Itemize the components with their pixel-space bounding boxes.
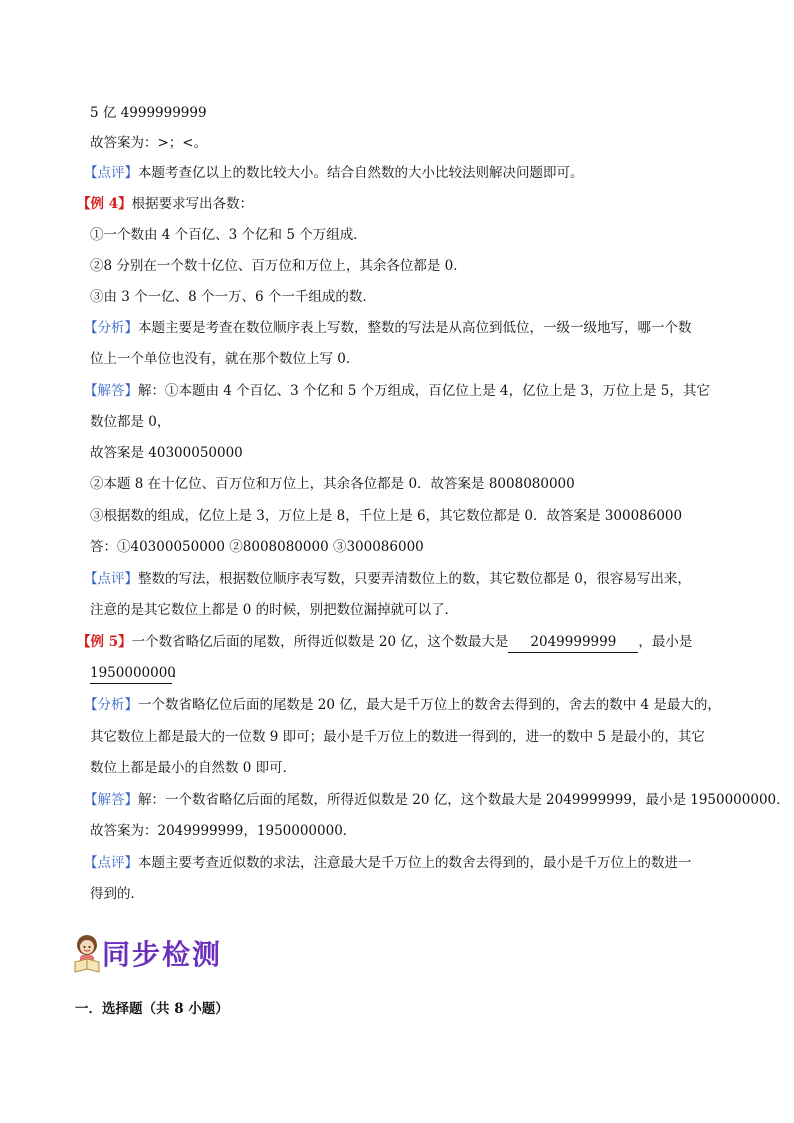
solution-tag: 【解答】 <box>84 383 138 399</box>
analysis-text: 一个数省略亿位后面的尾数是 20 亿，最大是千万位上的数舍去得到的，舍去的数中 4 是最大的， <box>138 697 721 713</box>
comment-text: 本题主要考查近似数的求法，注意最大是千万位上的数舍去得到的，最小是千万位上的数进一 <box>138 855 692 871</box>
comment-line <box>84 163 584 183</box>
comment-line: 注意的是其它数位上都是 0 的时候，别把数位漏掉就可以了． <box>90 602 459 618</box>
comment-tag: 【点评】 <box>84 855 138 871</box>
solution-line: 故答案为：2049999999，1950000000． <box>90 823 357 839</box>
question-item: ①一个数由 4 个百亿、3 个亿和 5 个万组成． <box>90 227 367 243</box>
comment-line <box>84 569 691 589</box>
analysis-line: 位上一个单位也没有，就在那个数位上写 0． <box>90 351 360 367</box>
reading-child-icon <box>72 932 102 974</box>
analysis-line <box>84 318 692 338</box>
answer-line: 答：①40300050000 ②8008080000 ③300086000 <box>90 539 424 555</box>
solution-line <box>84 790 790 810</box>
solution-line: ②本题 8 在十亿位、百万位和万位上，其余各位都是 0．故答案是 8008080000 <box>90 476 575 492</box>
answer-blank: 1950000000 <box>90 663 172 684</box>
comment-line: 得到的． <box>90 886 144 902</box>
text-line: 故答案为：>；<。 <box>90 135 208 151</box>
section-title: 同步检测 <box>102 938 223 971</box>
example-text: 根据要求写出各数： <box>131 196 254 212</box>
comment-line <box>84 853 692 873</box>
solution-tag: 【解答】 <box>84 792 138 808</box>
example-text: 一个数省略亿后面的尾数，所得近似数是 20 亿，这个数最大是 <box>131 634 509 650</box>
question-heading: 一．选择题（共 8 小题） <box>75 1001 229 1017</box>
solution-line: ③根据数的组成，亿位上是 3，万位上是 8，千位上是 6，其它数位都是 0．故答案是 300086000 <box>90 508 683 524</box>
analysis-line <box>84 695 721 715</box>
solution-line: 故答案是 40300050000 <box>90 445 243 461</box>
analysis-tag: 【分析】 <box>84 320 138 336</box>
analysis-tag: 【分析】 <box>84 697 138 713</box>
solution-line <box>84 381 710 401</box>
comment-tag: 【点评】 <box>84 571 138 587</box>
question-item: ③由 3 个一亿、8 个一万、6 个一千组成的数． <box>90 289 376 305</box>
comment-text: 本题考查亿以上的数比较大小。结合自然数的大小比较法则解决问题即可。 <box>138 165 584 181</box>
example-5-continued <box>90 663 186 684</box>
example-5-heading <box>77 632 692 653</box>
example-text: ，最小是 <box>638 634 693 650</box>
comment-text: 整数的写法，根据数位顺序表写数，只要弄清数位上的数，其它数位都是 0，很容易写出来， <box>138 571 691 587</box>
analysis-line: 数位上都是最小的自然数 0 即可． <box>90 760 297 776</box>
answer-blank: 2049999999 <box>508 632 638 653</box>
solution-text: 解：一个数省略亿后面的尾数，所得近似数是 20 亿，这个数最大是 2049999999，最小是 1950000000． <box>138 792 790 808</box>
comment-tag: 【点评】 <box>84 165 138 181</box>
text-line: 5 亿 4999999999 <box>90 105 207 121</box>
solution-text: 解：①本题由 4 个百亿、3 个亿和 5 个万组成，百亿位上是 4，亿位上是 3，万位上是 5，其它 <box>138 383 710 399</box>
example-tag: 【例 4】 <box>77 196 132 212</box>
example-4-heading <box>77 194 253 214</box>
question-item: ②8 分别在一个数十亿位、百万位和万位上，其余各位都是 0． <box>90 258 467 274</box>
analysis-line: 其它数位上都是最大的一位数 9 即可；最小是千万位上的数进一得到的，进一的数中 5 是最小的，其它 <box>90 729 705 745</box>
example-text: ． <box>172 665 186 681</box>
example-tag: 【例 5】 <box>77 634 132 650</box>
analysis-text: 本题主要是考查在数位顺序表上写数，整数的写法是从高位到低位，一级一级地写，哪一个数 <box>138 320 692 336</box>
solution-line: 数位都是 0， <box>90 414 171 430</box>
